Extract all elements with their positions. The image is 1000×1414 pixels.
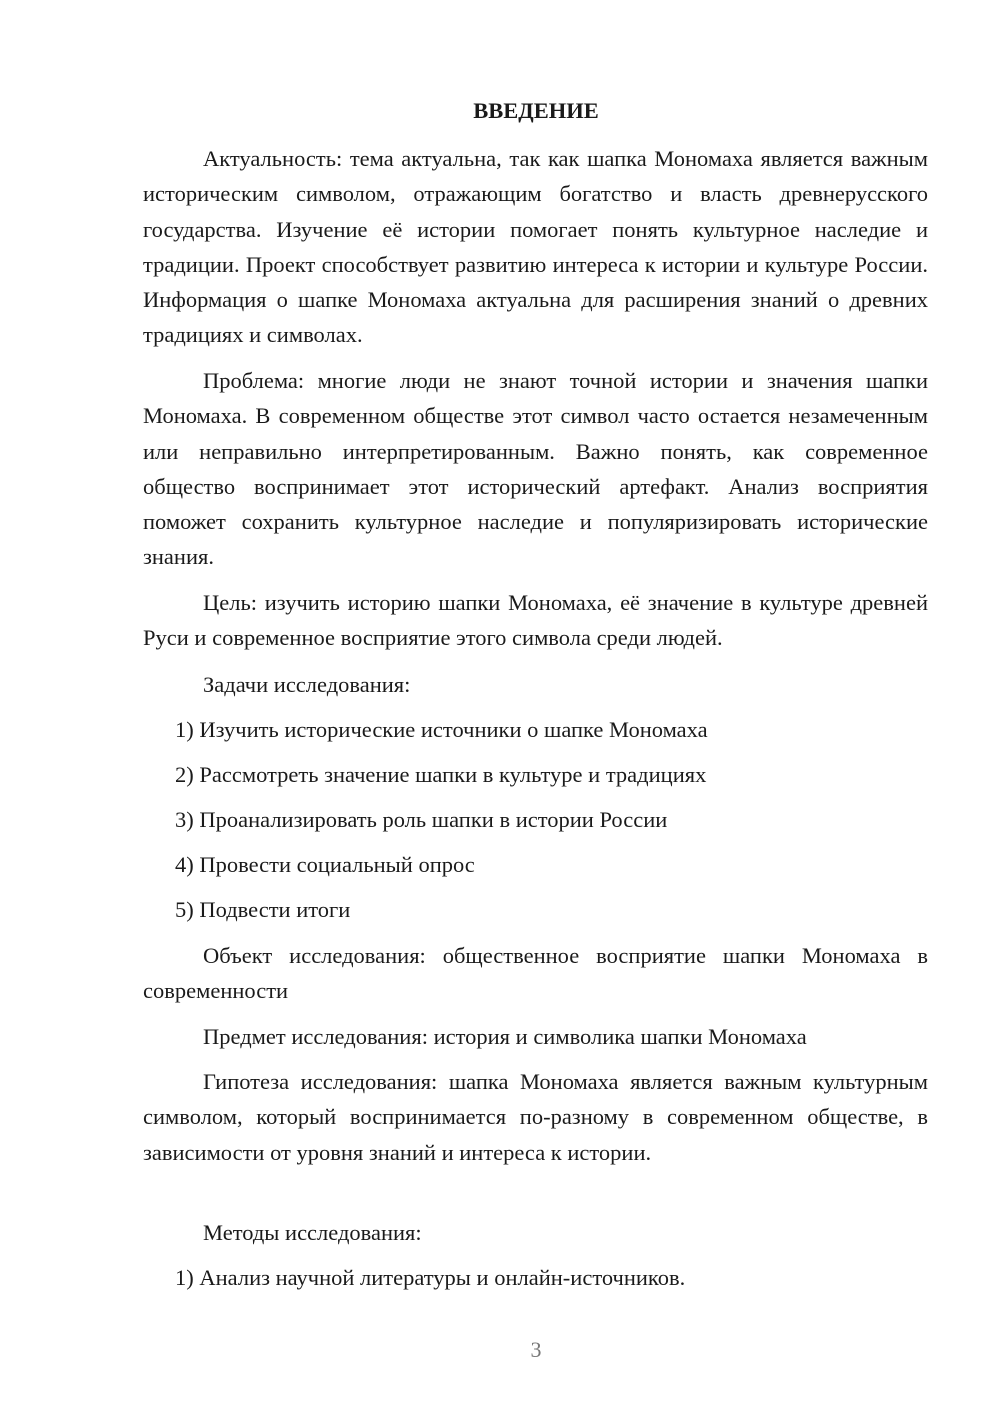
object-paragraph: Объект исследования: общественное восприятие шапки Мономаха в современности (143, 943, 928, 1004)
subject-paragraph: Предмет исследования: история и символика шапки Мономаха (203, 1024, 807, 1049)
task-item: 3) Проанализировать роль шапки в истории России (175, 807, 668, 832)
hypothesis-paragraph: Гипотеза исследования: шапка Мономаха является важным культурным символом, который воспринимается по-разному в современном обществе, в зависимости от уровня знаний и интереса к истории. (143, 1069, 928, 1165)
task-item: 4) Провести социальный опрос (175, 852, 475, 877)
page-number: 3 (530, 1337, 542, 1362)
method-item: 1) Анализ научной литературы и онлайн-источников. (175, 1265, 686, 1290)
task-item: 2) Рассмотреть значение шапки в культуре и традициях (175, 762, 707, 787)
goal-paragraph: Цель: изучить историю шапки Мономаха, её значение в культуре древней Руси и современное восприятие этого символа среди людей. (143, 590, 928, 651)
relevance-paragraph: Актуальность: тема актуальна, так как шапка Мономаха является важным историческим символом, отражающим богатство и власть древнерусского государства. Изучение её истории помогает понять культурное наследие и традиции. Проект способствует развитию интереса к истории и культуре России. Информация о шапке Мономаха актуальна для расширения знаний о древних традициях и символах. (143, 146, 928, 348)
task-item: 1) Изучить исторические источники о шапке Мономаха (175, 717, 708, 742)
page-title: ВВЕДЕНИЕ (473, 98, 599, 123)
task-item: 5) Подвести итоги (175, 897, 351, 922)
problem-paragraph: Проблема: многие люди не знают точной истории и значения шапки Мономаха. В современном обществе этот символ часто остается незамеченным или неправильно интерпретированным. Важно понять, как современное общество воспринимает этот исторический артефакт. Анализ восприятия поможет сохранить культурное наследие и популяризировать исторические знания. (143, 368, 928, 570)
methods-heading: Методы исследования: (203, 1220, 422, 1245)
tasks-heading: Задачи исследования: (203, 672, 411, 697)
